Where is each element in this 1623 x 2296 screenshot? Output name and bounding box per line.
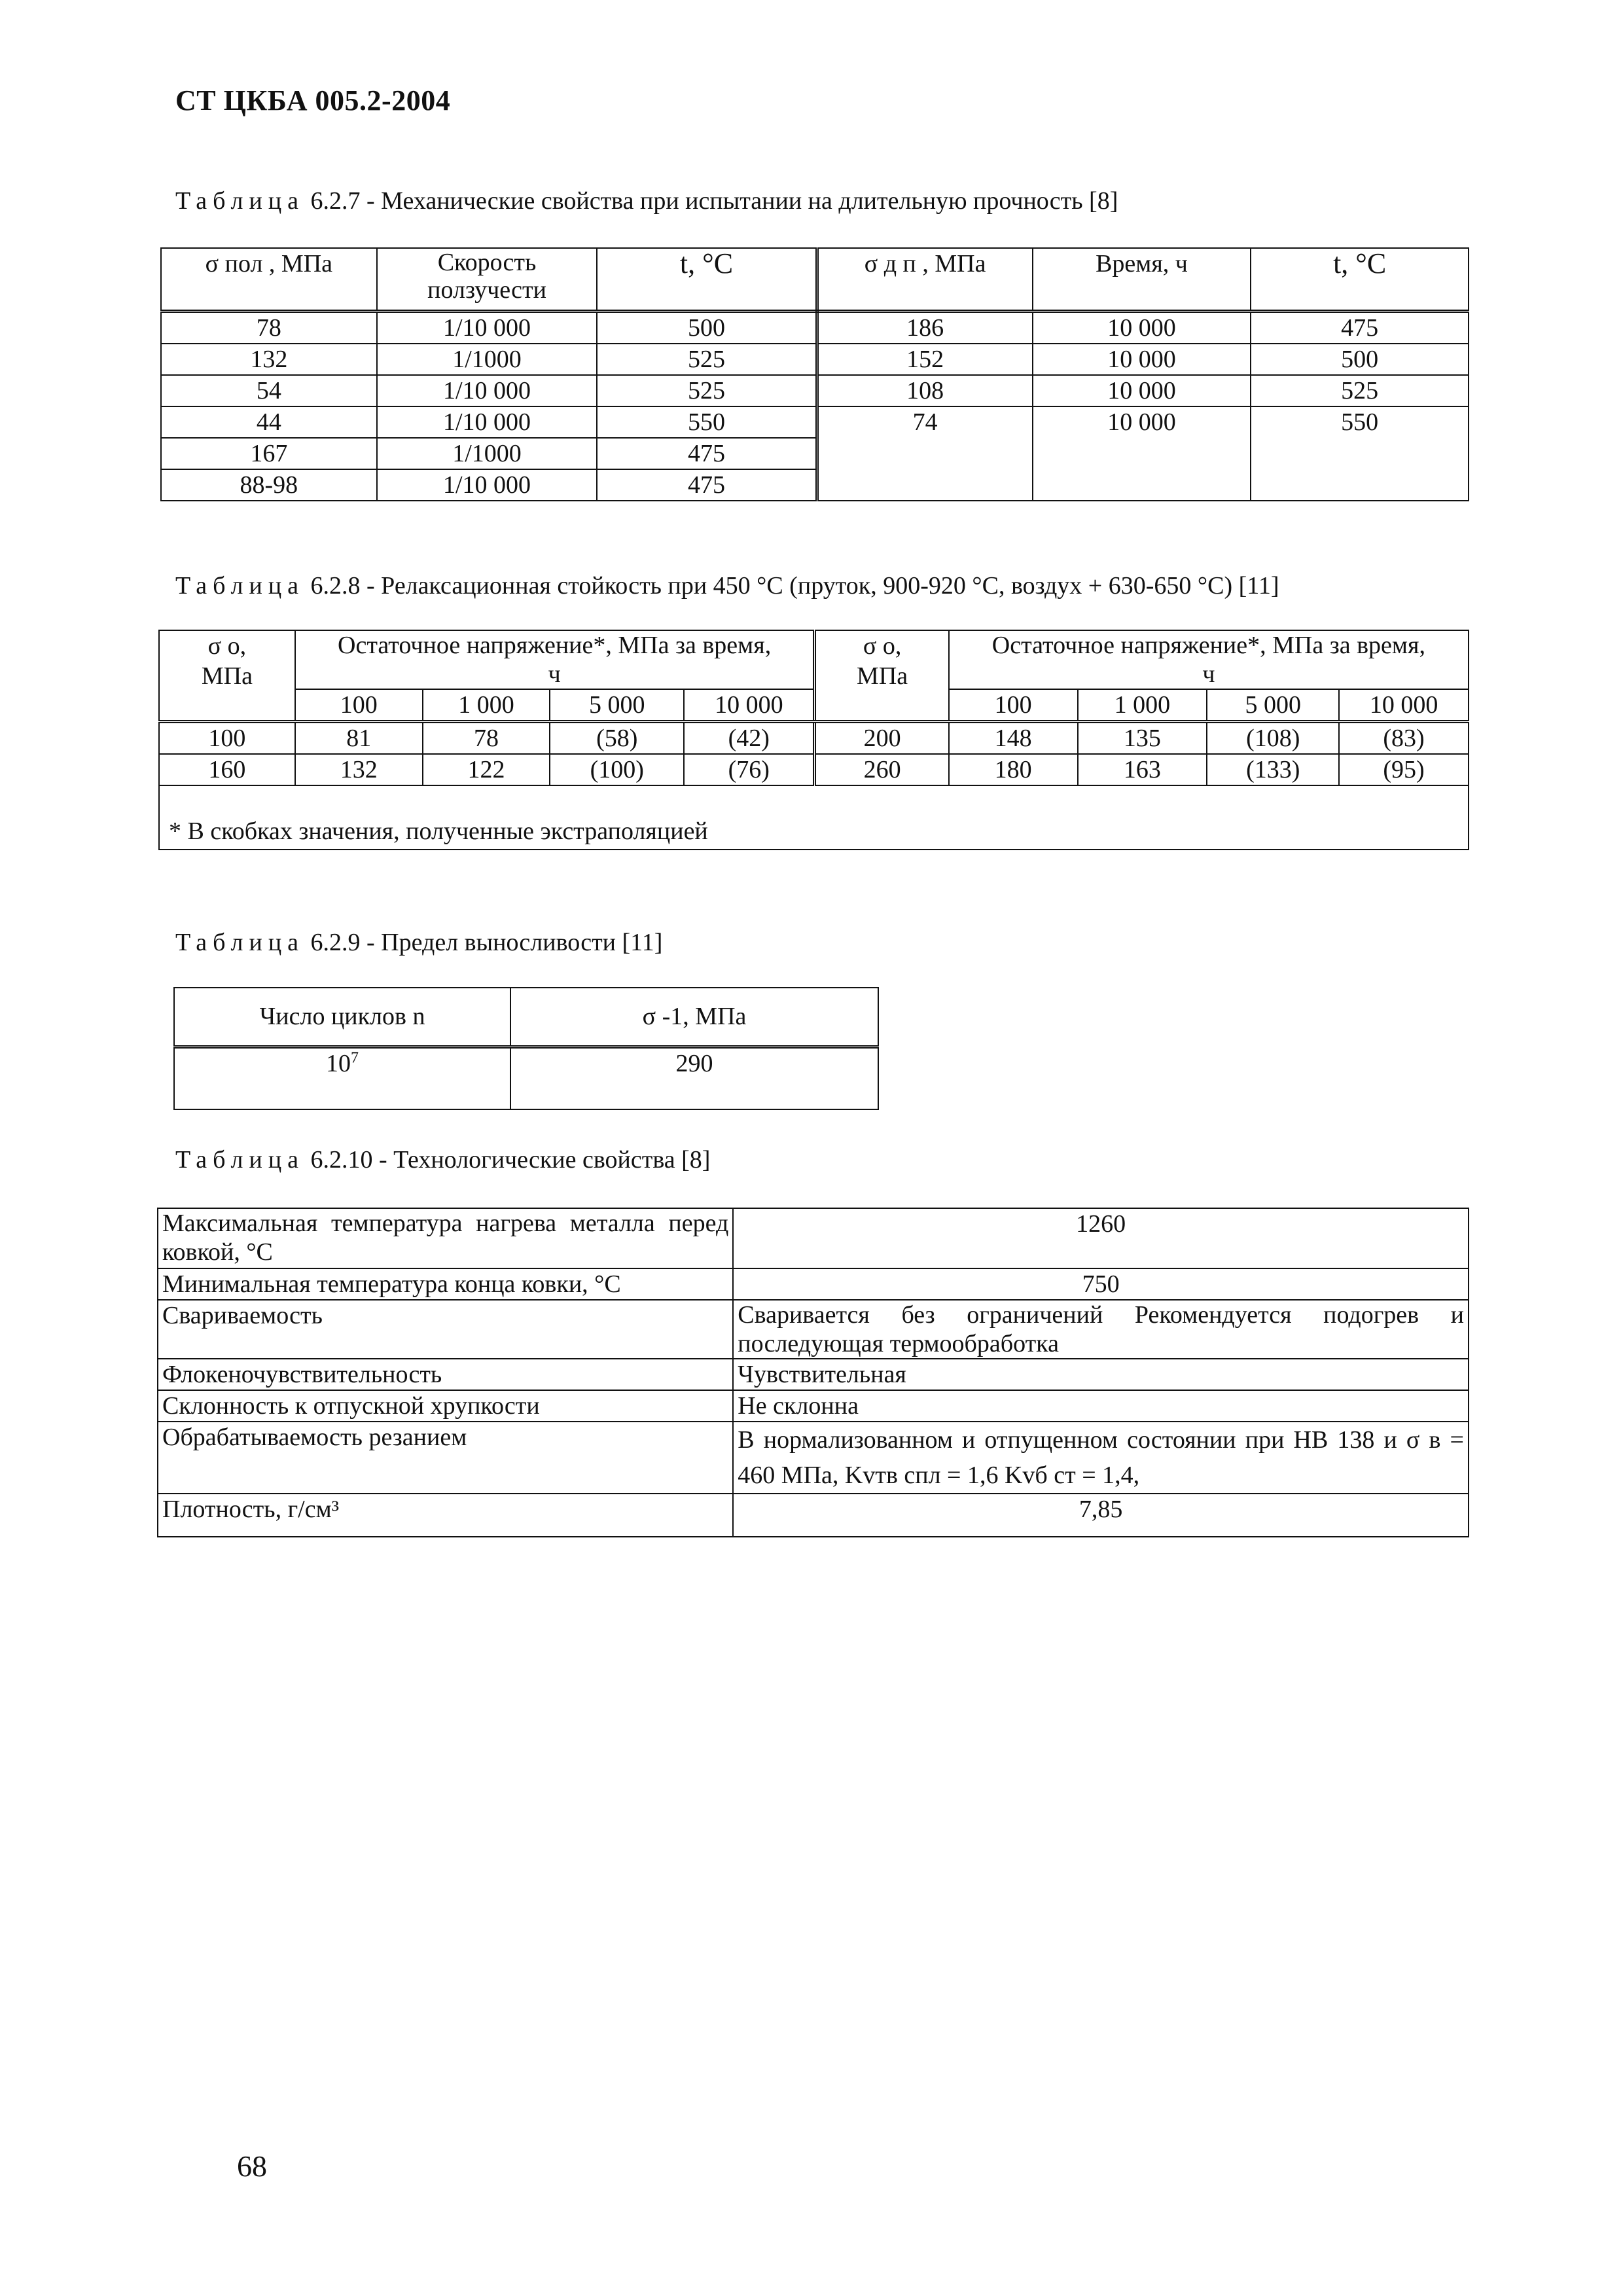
time-header: 10 000 bbox=[1339, 689, 1469, 722]
cell: 500 bbox=[1251, 344, 1469, 375]
cell-limit: 290 bbox=[510, 1047, 878, 1109]
cell-value: 7,85 bbox=[733, 1494, 1469, 1537]
cell: 132 bbox=[161, 344, 377, 375]
cell: 260 bbox=[815, 754, 949, 785]
cell: 10 000 bbox=[1033, 375, 1251, 406]
cell-value: В нормализованном и отпущенном состоянии при НВ 138 и σ в = 460 МПа, Kvтв спл = 1,6 Kvб ст = 1,4, bbox=[733, 1422, 1469, 1494]
caption-label: Таблица bbox=[175, 929, 305, 956]
header-time: Время, ч bbox=[1033, 248, 1251, 311]
table-row bbox=[161, 344, 1469, 375]
cell: 135 bbox=[1078, 722, 1207, 755]
cell-value: Не склонна bbox=[733, 1390, 1469, 1422]
cell: (108) bbox=[1207, 722, 1339, 755]
table-row bbox=[158, 1494, 1469, 1537]
cell: 1/10 000 bbox=[377, 375, 597, 406]
cell: 10 000 bbox=[1033, 406, 1251, 501]
cell: 160 bbox=[159, 754, 295, 785]
header-creep-speed bbox=[377, 248, 597, 311]
table-mechanical-properties bbox=[160, 247, 1469, 501]
caption-label: Таблица bbox=[175, 187, 305, 215]
header-residual-right bbox=[949, 630, 1469, 689]
table-row bbox=[158, 1208, 1469, 1268]
cell: (100) bbox=[550, 754, 684, 785]
cell: 10 000 bbox=[1033, 311, 1251, 344]
caption-label: Таблица bbox=[175, 1146, 305, 1174]
cell: 1/1000 bbox=[377, 344, 597, 375]
cell: 475 bbox=[1251, 311, 1469, 344]
residual-label: Остаточное напряжение*, МПа за время, bbox=[991, 632, 1425, 659]
cell-value: 750 bbox=[733, 1268, 1469, 1300]
header-temp-left: t, °С bbox=[597, 248, 817, 311]
cell: 550 bbox=[1251, 406, 1469, 501]
cell: 525 bbox=[1251, 375, 1469, 406]
table-row bbox=[159, 754, 1469, 785]
cell: 475 bbox=[597, 469, 817, 501]
table-relaxation bbox=[158, 630, 1469, 850]
time-header: 1 000 bbox=[1078, 689, 1207, 722]
document-header: СТ ЦКБА 005.2-2004 bbox=[175, 84, 451, 117]
cell: (95) bbox=[1339, 754, 1469, 785]
cell: 167 bbox=[161, 438, 377, 469]
cell-property: Флокеночувствительность bbox=[158, 1359, 733, 1390]
cell: 525 bbox=[597, 375, 817, 406]
cell-property: Свариваемость bbox=[158, 1300, 733, 1359]
cell-property: Минимальная температура конца ковки, °С bbox=[158, 1268, 733, 1300]
cell: 180 bbox=[949, 754, 1078, 785]
header-sigma-pol: σ пол , МПа bbox=[161, 248, 377, 311]
table-629-caption bbox=[175, 928, 662, 957]
cell: 200 bbox=[815, 722, 949, 755]
cell: 88-98 bbox=[161, 469, 377, 501]
cell: 108 bbox=[817, 375, 1033, 406]
cell-value: 1260 bbox=[733, 1208, 1469, 1268]
cell: 100 bbox=[159, 722, 295, 755]
creep-speed-line2: ползучести bbox=[427, 276, 546, 304]
cell: 550 bbox=[597, 406, 817, 438]
cell: 132 bbox=[295, 754, 423, 785]
table-row bbox=[158, 1390, 1469, 1422]
time-header: 100 bbox=[295, 689, 423, 722]
cell: 78 bbox=[423, 722, 550, 755]
cell-property: Склонность к отпускной хрупкости bbox=[158, 1390, 733, 1422]
table-row bbox=[161, 375, 1469, 406]
time-header: 10 000 bbox=[684, 689, 815, 722]
sigma0-unit: МПа bbox=[857, 662, 908, 690]
header-sigma0-right bbox=[815, 630, 949, 722]
cell: 78 bbox=[161, 311, 377, 344]
cycles-base: 10 bbox=[326, 1049, 351, 1077]
cell: 525 bbox=[597, 344, 817, 375]
cell: 475 bbox=[597, 438, 817, 469]
cell: 1/10 000 bbox=[377, 406, 597, 438]
cell: 152 bbox=[817, 344, 1033, 375]
table-row bbox=[158, 1268, 1469, 1300]
table-row bbox=[161, 406, 1469, 438]
caption-label: Таблица bbox=[175, 572, 305, 600]
cell: 1/1000 bbox=[377, 438, 597, 469]
time-header: 100 bbox=[949, 689, 1078, 722]
table-6210-caption bbox=[175, 1145, 710, 1174]
residual-unit: ч bbox=[548, 660, 561, 688]
time-header: 5 000 bbox=[550, 689, 684, 722]
cell: 122 bbox=[423, 754, 550, 785]
caption-text: 6.2.7 - Механические свойства при испытании на длительную прочность [8] bbox=[304, 187, 1118, 215]
sigma0-unit: МПа bbox=[201, 662, 253, 690]
cell: 54 bbox=[161, 375, 377, 406]
table-628-caption bbox=[175, 571, 1279, 600]
cell-property: Обрабатываемость резанием bbox=[158, 1422, 733, 1494]
cell: (133) bbox=[1207, 754, 1339, 785]
cell: (42) bbox=[684, 722, 815, 755]
page-number: 68 bbox=[237, 2149, 267, 2183]
cell-cycles bbox=[174, 1047, 510, 1109]
sigma0-label: σ о, bbox=[863, 632, 902, 660]
cell: 81 bbox=[295, 722, 423, 755]
sigma0-label: σ о, bbox=[207, 632, 247, 660]
residual-unit: ч bbox=[1202, 660, 1215, 688]
cell: 186 bbox=[817, 311, 1033, 344]
table-627-caption bbox=[175, 187, 1118, 215]
header-sigma-dp: σ д п , МПа bbox=[817, 248, 1033, 311]
cell: 10 000 bbox=[1033, 344, 1251, 375]
table-row bbox=[158, 1359, 1469, 1390]
cell: 1/10 000 bbox=[377, 311, 597, 344]
table-row bbox=[174, 1047, 878, 1109]
cell-property: Плотность, г/см³ bbox=[158, 1494, 733, 1537]
header-endurance-limit: σ -1, МПа bbox=[510, 988, 878, 1047]
cell: 148 bbox=[949, 722, 1078, 755]
table-row bbox=[159, 722, 1469, 755]
cell: 163 bbox=[1078, 754, 1207, 785]
table-footnote: * В скобках значения, полученные экстраполяцией bbox=[159, 785, 1469, 850]
header-residual-left bbox=[295, 630, 815, 689]
table-technological-properties bbox=[157, 1208, 1469, 1537]
table-endurance bbox=[173, 987, 879, 1110]
cell: 1/10 000 bbox=[377, 469, 597, 501]
creep-speed-line1: Скорость bbox=[437, 249, 537, 276]
time-header: 5 000 bbox=[1207, 689, 1339, 722]
cycles-exponent: 7 bbox=[351, 1049, 359, 1066]
cell: 500 bbox=[597, 311, 817, 344]
cell: (83) bbox=[1339, 722, 1469, 755]
residual-label: Остаточное напряжение*, МПа за время, bbox=[338, 632, 772, 659]
table-row bbox=[158, 1300, 1469, 1359]
table-row bbox=[158, 1422, 1469, 1494]
cell-value: Сваривается без ограничений Рекомендуется подогрев и последующая термообработка bbox=[733, 1300, 1469, 1359]
header-cycles: Число циклов n bbox=[174, 988, 510, 1047]
cell: 44 bbox=[161, 406, 377, 438]
cell: (76) bbox=[684, 754, 815, 785]
cell: (58) bbox=[550, 722, 684, 755]
time-header: 1 000 bbox=[423, 689, 550, 722]
cell-property: Максимальная температура нагрева металла перед ковкой, °С bbox=[158, 1208, 733, 1268]
table-row bbox=[161, 311, 1469, 344]
cell: 74 bbox=[817, 406, 1033, 501]
caption-text: 6.2.10 - Технологические свойства [8] bbox=[304, 1146, 711, 1174]
caption-text: 6.2.9 - Предел выносливости [11] bbox=[304, 929, 663, 956]
header-sigma0-left bbox=[159, 630, 295, 722]
cell-value: Чувствительная bbox=[733, 1359, 1469, 1390]
header-temp-right: t, °С bbox=[1251, 248, 1469, 311]
caption-text: 6.2.8 - Релаксационная стойкость при 450 °С (пруток, 900-920 °С, воздух + 630-650 °С) [11] bbox=[304, 572, 1279, 600]
